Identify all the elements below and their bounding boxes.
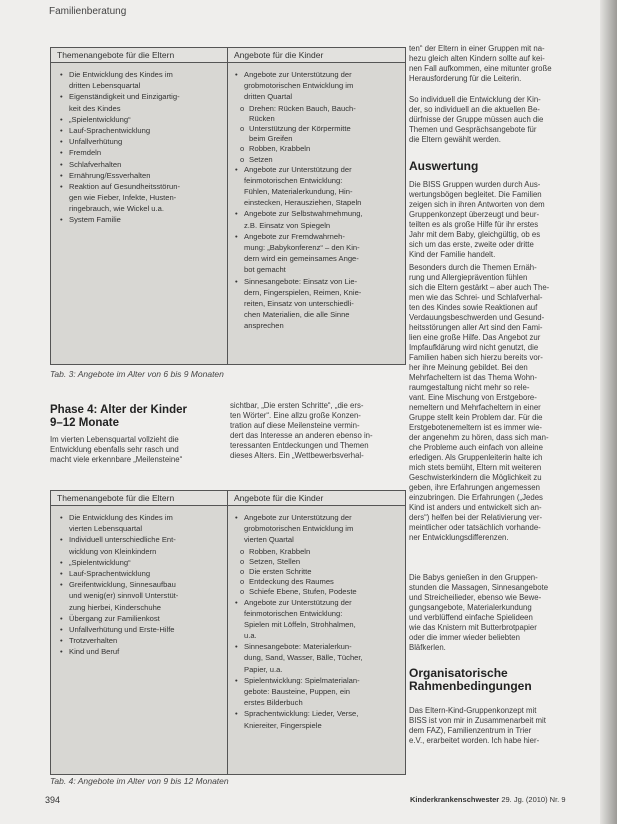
text-line: hezu gleich alten Kindern sollte auf kei- bbox=[409, 54, 545, 63]
text-line: her ihre Meinung gebildet. Bei den bbox=[409, 363, 528, 372]
table-list-item: • Individuell unterschiedliche Ent- bbox=[60, 535, 220, 545]
phase-4-heading bbox=[50, 404, 187, 430]
text-line: e.V., erarbeitet worden. Ich habe hier- bbox=[409, 736, 540, 745]
table-list-item: u.a. bbox=[244, 631, 257, 641]
table-list-item: o Robben, Krabbeln bbox=[235, 144, 399, 154]
table-list-item: erstes Bilderbuch bbox=[244, 698, 303, 708]
table-list-item: o Drehen: Rücken Bauch, Bauch- bbox=[235, 104, 399, 114]
table-list-item: Kniereiter, Fingerspiele bbox=[244, 720, 322, 730]
table-list-item: chen Materialien, die alle Sinne bbox=[244, 310, 350, 320]
table-list-item: o Robben, Krabbeln bbox=[235, 547, 399, 557]
text-line: sich die Eltern gestärkt – aber auch The- bbox=[409, 283, 550, 292]
table-list-item: grobmotorischen Entwicklung im bbox=[244, 524, 354, 534]
phase-4-heading-line2: 9–12 Monate bbox=[50, 417, 120, 429]
table-3-caption: Tab. 3: Angebote im Alter von 6 bis 9 Monaten bbox=[50, 369, 224, 379]
text-line: lien eine große Hilfe. Das Angebot zur bbox=[409, 333, 541, 342]
table-list-item: dung, Sand, Wasser, Bälle, Tücher, bbox=[244, 653, 363, 663]
text-line: heitsstörungen aller Art sind den Fami- bbox=[409, 323, 543, 332]
table-list-item: • „Spielentwicklung“ bbox=[60, 558, 220, 568]
table-3-col-children bbox=[235, 70, 399, 333]
right-para-1 bbox=[409, 44, 585, 84]
text-line: ders“) helfen bei der Relativierung ver- bbox=[409, 513, 543, 522]
table-list-item: • Die Entwicklung des Kindes im bbox=[60, 513, 220, 523]
table-list-item: bot gemacht bbox=[244, 265, 286, 275]
heading-organisatorische bbox=[409, 667, 532, 693]
text-line: Impfaufklärung wird nicht genutzt, die bbox=[409, 343, 539, 352]
table-list-item: • Spielentwicklung: Spielmaterialan- bbox=[235, 676, 399, 686]
table-list-item: • Sprachentwicklung: Lieder, Verse, bbox=[235, 709, 399, 719]
table-3 bbox=[50, 47, 406, 365]
table-list-item: vierten Lebensquartal bbox=[69, 524, 143, 534]
table-list-item: dern, Fingerspielen, Reimen, Knie- bbox=[244, 287, 362, 297]
text-line: Kind der Familie handelt. bbox=[409, 250, 496, 259]
table-list-item: einstecken, Herausziehen, Stapeln bbox=[244, 198, 362, 208]
text-line: Verdauungsbeschwerden und Gesund- bbox=[409, 313, 545, 322]
table-list-item: feinmotorischen Entwicklung: bbox=[244, 175, 343, 185]
table-list-item: vierten Quartal bbox=[244, 535, 294, 545]
table-list-item: ansprechen bbox=[244, 321, 284, 331]
text-line: Geschwisterkindern die Möglichkeit zu bbox=[409, 473, 542, 482]
table-list-item: zung hierbei, Kinderschuhe bbox=[69, 602, 162, 612]
table-list-item: • Unfallverhütung und Erste-Hilfe bbox=[60, 625, 220, 635]
table-list-item: dritten Quartal bbox=[244, 92, 293, 102]
table-list-item: keit des Kindes bbox=[69, 103, 121, 113]
table-4 bbox=[50, 490, 406, 775]
table-3-col-parents bbox=[60, 70, 220, 227]
text-line: Familien haben sich hierzu bereits vor- bbox=[409, 353, 543, 362]
text-line: Die BISS Gruppen wurden durch Aus- bbox=[409, 180, 541, 189]
text-line: der angenehm zu hören, dass sich man- bbox=[409, 433, 549, 442]
right-para-4 bbox=[409, 263, 585, 543]
text-line: dem FAZ), Familienzentrum in Trier bbox=[409, 726, 532, 735]
text-line: tration auf diese Meilensteine vermin- bbox=[230, 421, 360, 430]
text-line: zeigen sich in ihren Antworten von dem bbox=[409, 200, 545, 209]
text-line: BISS ist von mir in Zusammenarbeit mit bbox=[409, 716, 546, 725]
table-list-item: und wenig(er) sinnvoll Unterstüt- bbox=[69, 591, 179, 601]
table-list-item: • System Familie bbox=[60, 215, 220, 225]
text-line: rung und Allergieprävention fühlen bbox=[409, 273, 528, 282]
table-3-header-parents: Themenangebote für die Eltern bbox=[51, 48, 227, 63]
text-line: sichtbar, „Die ersten Schritte“, „die ers- bbox=[230, 401, 364, 410]
text-line: oder die immer wieder beliebten bbox=[409, 633, 520, 642]
journal-footer bbox=[410, 795, 566, 804]
right-para-6 bbox=[409, 706, 585, 746]
right-para-5 bbox=[409, 573, 585, 653]
text-line: Mehrfacheltern ist das Thema Wohn- bbox=[409, 373, 537, 382]
table-list-item: • Angebote zur Unterstützung der bbox=[235, 70, 399, 80]
table-list-item: • Reaktion auf Gesundheitsstörun- bbox=[60, 182, 220, 192]
text-line: Themen und Gesprächsangebote für bbox=[409, 125, 537, 134]
text-line: macht viele erkennbare „Meilensteine“ bbox=[50, 455, 183, 464]
phase-4-heading-line1: Phase 4: Alter der Kinder bbox=[50, 404, 187, 416]
text-line: meintlicher oder tatsächlich vorhande- bbox=[409, 523, 541, 532]
text-line: ten des Kindes sowie Reaktionen auf bbox=[409, 303, 538, 312]
table-list-item: • Fremdeln bbox=[60, 148, 220, 158]
running-head: Familienberatung bbox=[49, 6, 127, 17]
text-line: erledigen. Als Gruppenleiterin halte ich bbox=[409, 453, 543, 462]
table-list-item: gen wie Fieber, Infekte, Husten- bbox=[69, 193, 177, 203]
text-line: Herausforderung für die Leiterin. bbox=[409, 74, 522, 83]
journal-name: Kinderkrankenschwester bbox=[410, 795, 500, 804]
text-line: dert das Interesse an anderen ebenso in- bbox=[230, 431, 373, 440]
text-line: und verblüffend einfache Spielideen bbox=[409, 613, 533, 622]
text-line: Das Eltern-Kind-Gruppenkonzept mit bbox=[409, 706, 537, 715]
table-list-item: o Entdeckung des Raumes bbox=[235, 577, 399, 587]
table-3-divider bbox=[227, 48, 228, 364]
table-list-item: o Setzen, Stellen bbox=[235, 557, 399, 567]
text-line: und Streicheilieder, ebenso wie Bewe- bbox=[409, 593, 542, 602]
text-line: stunden die Massagen, Sinnesangebote bbox=[409, 583, 549, 592]
phase-4-intro-right bbox=[230, 401, 404, 461]
text-line: geben, ihre Erfahrungen angemessen bbox=[409, 483, 540, 492]
table-list-item: • Angebote zur Unterstützung der bbox=[235, 598, 399, 608]
table-list-item: dern wird ein gemeinsames Ange- bbox=[244, 254, 359, 264]
text-line: nen Fall aufkommen, eine mitunter große bbox=[409, 64, 552, 73]
text-line: ner Entwicklungsdifferenzen. bbox=[409, 533, 509, 542]
table-4-col-children bbox=[235, 513, 399, 732]
text-line: mich stets bemüht, Eltern mit weiteren bbox=[409, 463, 542, 472]
table-list-item: Papier, u.a. bbox=[244, 664, 283, 674]
table-list-item: beim Greifen bbox=[249, 134, 293, 144]
table-list-item: reiten, Einsatz von unterschiedli- bbox=[244, 298, 354, 308]
right-para-3 bbox=[409, 180, 585, 260]
table-list-item: dritten Lebensquartal bbox=[69, 81, 141, 91]
table-4-header-parents: Themenangebote für die Eltern bbox=[51, 491, 227, 506]
phase-4-intro-left bbox=[50, 435, 222, 465]
table-list-item: • Sinnesangebote: Einsatz von Lie- bbox=[235, 277, 399, 287]
text-line: gungsangebote, Materialerkundung bbox=[409, 603, 532, 612]
table-list-item: • Trotzverhalten bbox=[60, 636, 220, 646]
table-list-item: o Unterstützung der Körpermitte bbox=[235, 124, 399, 134]
text-line: teressanten Entdeckungen und Themen bbox=[230, 441, 369, 450]
text-line: So individuell die Entwicklung der Kin- bbox=[409, 95, 541, 104]
table-list-item: • Sinnesangebote: Materialerkun- bbox=[235, 642, 399, 652]
text-line: Die Babys genießen in den Gruppen- bbox=[409, 573, 538, 582]
text-line: teilten es als große Hilfe für ihr erstes bbox=[409, 220, 539, 229]
text-line: die Eltern gewählt werden. bbox=[409, 135, 501, 144]
table-list-item: grobmotorischen Entwicklung im bbox=[244, 81, 354, 91]
table-list-item: ringebrauch, wie Wickel u.a. bbox=[69, 204, 164, 214]
table-list-item: o Schiefe Ebene, Stufen, Podeste bbox=[235, 587, 399, 597]
table-4-caption: Tab. 4: Angebote im Alter von 9 bis 12 Monaten bbox=[50, 776, 229, 786]
table-list-item: Fühlen, Materialerkundung, Hin- bbox=[244, 187, 353, 197]
text-line: Gruppenkonzept überzeugt und beur- bbox=[409, 210, 540, 219]
text-line: ten Wörter“. Eine allzu große Konzen- bbox=[230, 411, 361, 420]
text-line: der, so individuell an die aktuellen Be- bbox=[409, 105, 540, 114]
text-line: dieses Alters. Ein „Wettbewerbsverhal- bbox=[230, 451, 364, 460]
page-edge-shadow bbox=[600, 0, 617, 824]
table-list-item: • Angebote zur Fremdwahrneh- bbox=[235, 232, 399, 242]
text-line: Im vierten Lebensquartal vollzieht die bbox=[50, 435, 179, 444]
text-line: sich um das erste, zweite oder dritte bbox=[409, 240, 534, 249]
table-list-item: • Die Entwicklung des Kindes im bbox=[60, 70, 220, 80]
table-list-item: • Lauf-Sprachentwicklung bbox=[60, 569, 220, 579]
journal-issue: 29. Jg. (2010) Nr. 9 bbox=[501, 795, 566, 804]
table-list-item: • „Spielentwicklung“ bbox=[60, 115, 220, 125]
table-list-item: o Die ersten Schritte bbox=[235, 567, 399, 577]
text-line: men wie das Schrei- und Schlafverhal- bbox=[409, 293, 543, 302]
table-list-item: • Eigenständigkeit und Einzigartig- bbox=[60, 92, 220, 102]
text-line: wie das Knistern mit Butterbrotpapier bbox=[409, 623, 537, 632]
text-line: ten“ der Eltern in einer Gruppen mit na- bbox=[409, 44, 545, 53]
heading-auswertung: Auswertung bbox=[409, 159, 479, 173]
table-list-item: wicklung von Kleinkindern bbox=[69, 546, 157, 556]
table-list-item: o Setzen bbox=[235, 155, 399, 165]
table-list-item: • Greifentwicklung, Sinnesaufbau bbox=[60, 580, 220, 590]
table-list-item: • Angebote zur Selbstwahrnehmung, bbox=[235, 209, 399, 219]
table-3-header-children: Angebote für die Kinder bbox=[228, 48, 405, 63]
text-line: che Probleme auch einfach von alleine bbox=[409, 443, 543, 452]
table-list-item: Rücken bbox=[249, 113, 275, 123]
right-para-2 bbox=[409, 95, 585, 145]
table-list-item: • Unfallverhütung bbox=[60, 137, 220, 147]
table-list-item: • Schlafverhalten bbox=[60, 160, 220, 170]
text-line: nemeltern und Mehrfacheltern in einer bbox=[409, 403, 541, 412]
text-line: dürfnisse der Gruppe müssen auch die bbox=[409, 115, 544, 124]
table-list-item: z.B. Einsatz von Spiegeln bbox=[244, 220, 331, 230]
table-list-item: mung: „Babykonferenz“ – den Kin- bbox=[244, 243, 360, 252]
table-list-item: • Kind und Beruf bbox=[60, 647, 220, 657]
table-list-item: Spielen mit Löffeln, Strohhalmen, bbox=[244, 619, 356, 629]
text-line: raumgestaltung nicht mehr so rele- bbox=[409, 383, 530, 392]
heading-org-line1: Organisatorische bbox=[409, 666, 508, 680]
text-line: wertungsbögen begleitet. Die Familien bbox=[409, 190, 542, 199]
table-list-item: • Angebote zur Unterstützung der bbox=[235, 513, 399, 523]
table-list-item: • Lauf-Sprachentwicklung bbox=[60, 126, 220, 136]
table-list-item: • Übergang zur Familienkost bbox=[60, 614, 220, 624]
table-4-col-parents bbox=[60, 513, 220, 658]
table-list-item: feinmotorischen Entwicklung: bbox=[244, 608, 343, 618]
table-4-header-children: Angebote für die Kinder bbox=[228, 491, 405, 506]
heading-org-line2: Rahmenbedingungen bbox=[409, 679, 532, 693]
table-list-item: • Angebote zur Unterstützung der bbox=[235, 165, 399, 175]
page-number: 394 bbox=[45, 795, 61, 805]
text-line: einzubringen. Die Erfahrungen („Jedes bbox=[409, 493, 543, 502]
text-line: Erstgebotenemeltern ist es immer wie- bbox=[409, 423, 543, 432]
table-list-item: • Ernährung/Essverhalten bbox=[60, 171, 220, 181]
text-line: Bläfkerlen. bbox=[409, 643, 446, 652]
text-line: Jahr mit dem Baby, gleichgültig, ob es bbox=[409, 230, 541, 239]
text-line: Besonders durch die Themen Ernäh- bbox=[409, 263, 537, 272]
text-line: vant. Eine Mischung von Erstgebore- bbox=[409, 393, 537, 402]
text-line: Gruppe stellt kein Problem dar. Für die bbox=[409, 413, 543, 422]
text-line: Kind ist anders und entwickelt sich an- bbox=[409, 503, 542, 512]
table-list-item: gebote: Bausteine, Puppen, ein bbox=[244, 687, 350, 696]
text-line: Entwicklung ebenfalls sehr rasch und bbox=[50, 445, 179, 454]
table-4-divider bbox=[227, 491, 228, 774]
